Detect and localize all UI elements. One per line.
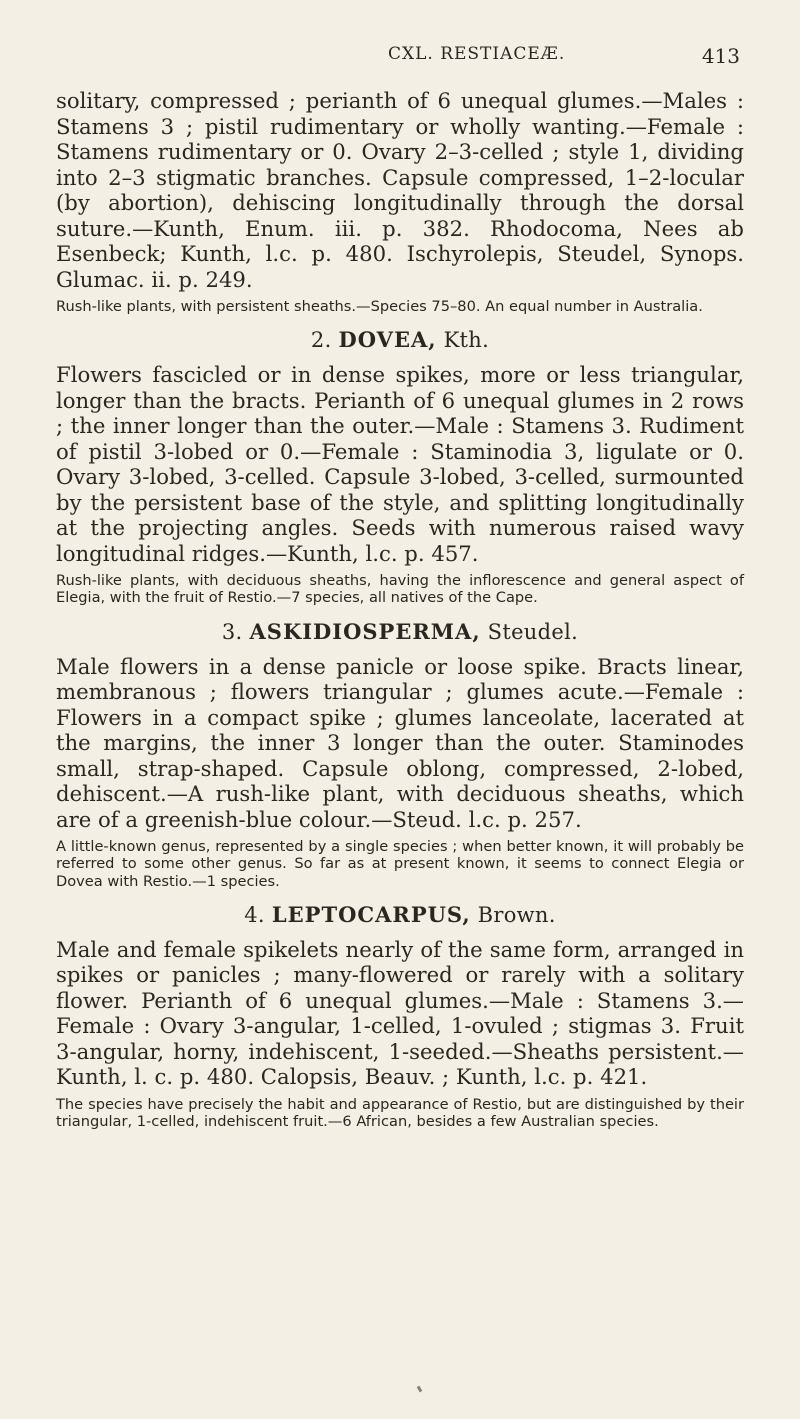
genus-name: LEPTOCARPUS,: [271, 901, 471, 927]
genus-heading: [56, 902, 744, 927]
genus-section-dovea: [56, 327, 744, 606]
intro-note: Rush-like plants, with persistent sheaths.—Species 75–80. An equal number in Australia.: [56, 298, 703, 315]
page-number: 413: [701, 44, 740, 68]
genus-name: DOVEA,: [338, 327, 437, 353]
genus-number: 4.: [244, 902, 265, 927]
genus-number: 3.: [221, 619, 243, 644]
genus-note: The species have precisely the habit and appearance of Restio, but are distinguished by their triangular, 1-celled, indehiscent fruit.—6 African, besides a few Australian species.: [56, 1095, 744, 1130]
genus-description: Flowers fascicled or in dense spikes, more or less triangular, longer than the bracts. Perianth of 6 unequal glumes in 2 rows ; the inner longer than the outer.—Male : Stamens 3. Rudiment of pistil 3-lobed or 0.—Female : Staminodia 3, ligulate or 0. Ovary 3-lobed, 3-celled. Capsule 3-lobed, 3-celled, surmounted by the persistent base of the style, and splitting longitudinally at the projecting angles. Seeds with numerous raised wavy longitudinal ridges.—Kunth, l.c. p. 457.: [56, 362, 744, 566]
page-header: [0, 44, 800, 74]
genus-author: Brown.: [477, 902, 556, 927]
genus-heading: [56, 327, 744, 352]
genus-description: Male flowers in a dense panicle or loose spike. Bracts linear, membranous ; flowers triangular ; glumes acute.—Female : Flowers in a compact spike ; glumes lanceolate, lacerated at the margins, the inner 3 longer than the outer. Staminodes small, strap-shaped. Capsule oblong, compressed, 2-lobed, dehiscent.—A rush-like plant, with deciduous sheaths, which are of a greenish-blue colour.—Steud. l.c. p. 257.: [56, 653, 744, 832]
intro-paragraph: solitary, compressed ; perianth of 6 unequal glumes.—Males : Stamens 3 ; pistil rudimentary or wholly wanting.—Female : Stamens rudimentary or 0. Ovary 2–3-celled ; style 1, dividing into 2–3 stigmatic branches. Capsule compressed, 1–2-locular (by abortion), dehiscing longitudinally through the dorsal suture.—Kunth, Enum. iii. p. 382. Rhodocoma, Nees ab Esenbeck; Kunth, l.c. p. 480. Ischyrolepis, Steudel, Synops. Glumac. ii. p. 249.: [56, 88, 744, 292]
genus-author: Kth.: [443, 328, 490, 353]
genus-section-leptocarpus: [56, 902, 744, 1130]
genus-note: A little-known genus, represented by a single species ; when better known, it will probably be referred to some other genus. So far as at present known, it seems to connect Elegia or Dovea with Restio.—1 species.: [56, 838, 744, 890]
genus-description: Male and female spikelets nearly of the same form, arranged in spikes or panicles ; many-flowered or rarely with a solitary flower. Perianth of 6 unequal glumes.—Male : Stamens 3.—Female : Ovary 3-angular, 1-celled, 1-ovuled ; stigmas 3. Fruit 3-angular, horny, indehiscent, 1-seeded.—Sheaths persistent.—Kunth, l. c. p. 480. Calopsis, Beauv. ; Kunth, l.c. p. 421.: [56, 936, 744, 1090]
paper-speck: [417, 1386, 423, 1393]
genus-author: Steudel.: [487, 619, 579, 644]
genus-heading: [56, 619, 744, 644]
genus-note: Rush-like plants, with deciduous sheaths, having the inflorescence and general aspect of Elegia, with the fruit of Restio.—7 species, all natives of the Cape.: [56, 572, 744, 607]
genus-number: 2.: [310, 328, 332, 353]
genus-section-askidiosperma: [56, 619, 744, 890]
genus-name: ASKIDIOSPERMA,: [249, 618, 481, 644]
text-column: [56, 88, 744, 1130]
running-head: CXL. RESTIACEÆ.: [388, 44, 566, 64]
